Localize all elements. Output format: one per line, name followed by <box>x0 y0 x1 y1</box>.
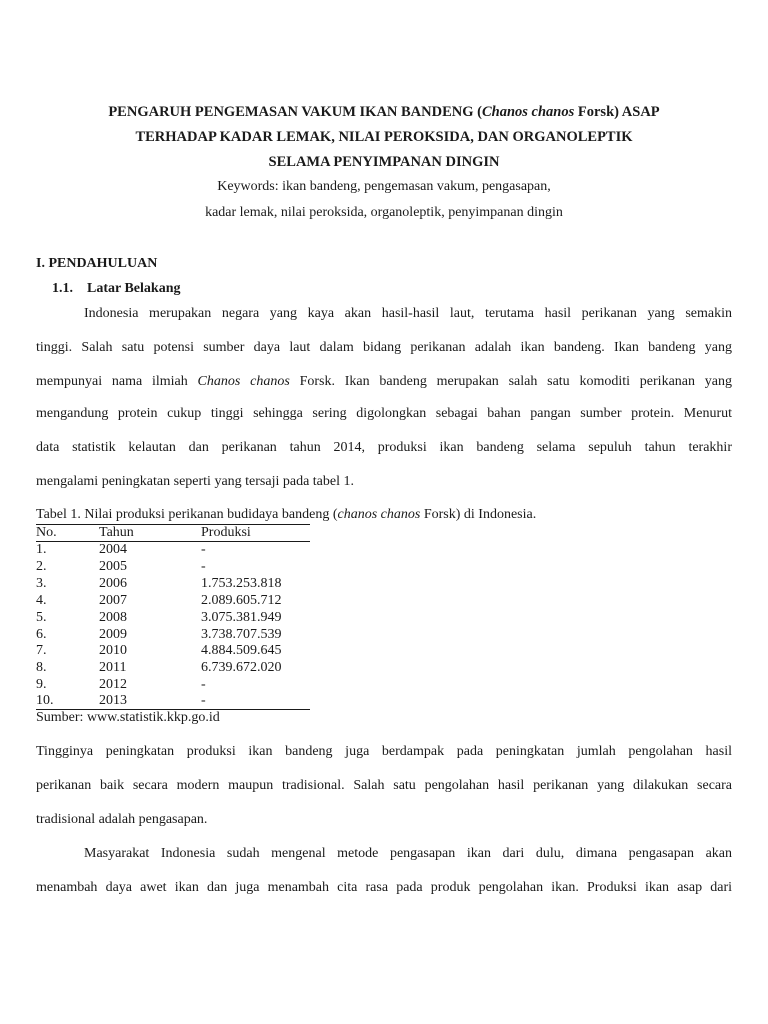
cell-year: 2005 <box>99 559 127 574</box>
cell-year: 2012 <box>99 677 127 692</box>
cell-year: 2011 <box>99 660 127 675</box>
cell-no: 9. <box>36 677 47 692</box>
cell-no: 6. <box>36 627 47 642</box>
paragraph-2-line: perikanan baik secara modern maupun tradisional. Salah satu pengolahan hasil perikanan yang dilakukan secara <box>36 778 732 793</box>
paragraph-1-line: mengandung protein cukup tinggi sehingga sering digolongkan sebagai bahan pangan sumber protein. Menurut <box>36 406 732 421</box>
paragraph-3-line: menambah daya awet ikan dan juga menambah cita rasa pada produk pengolahan ikan. Produksi ikan asap dari <box>36 880 732 895</box>
cell-no: 10. <box>36 693 54 708</box>
p1-scientific-name: Chanos chanos <box>197 374 290 389</box>
title-line1-pre: PENGARUH PENGEMASAN VAKUM IKAN BANDENG ( <box>108 104 482 120</box>
cell-year: 2006 <box>99 576 127 591</box>
subsection-heading: 1.1. Latar Belakang <box>52 281 181 296</box>
cell-production: - <box>201 677 206 692</box>
table-header-rule <box>36 541 310 542</box>
cell-production: 1.753.253.818 <box>201 576 282 591</box>
p1-l3-pre: mempunyai nama ilmiah <box>36 374 198 389</box>
cell-no: 2. <box>36 559 47 574</box>
cell-production: 2.089.605.712 <box>201 593 282 608</box>
cell-year: 2004 <box>99 542 127 557</box>
table-caption <box>36 507 536 523</box>
paragraph-2-line: tradisional adalah pengasapan. <box>36 812 208 827</box>
title-line1-post: Forsk) ASAP <box>574 104 660 120</box>
cell-production: 3.075.381.949 <box>201 610 282 625</box>
section-heading: I. PENDAHULUAN <box>36 256 158 271</box>
cell-year: 2007 <box>99 593 127 608</box>
cell-production: - <box>201 559 206 574</box>
keywords-line-1: Keywords: ikan bandeng, pengemasan vakum, pengasapan, <box>217 179 551 194</box>
cell-year: 2008 <box>99 610 127 625</box>
p1-l3-post: Forsk. Ikan bandeng merupakan salah satu komoditi perikanan yang <box>289 374 733 389</box>
header-year: Tahun <box>99 525 134 540</box>
caption-scientific-name: chanos chanos <box>337 507 421 522</box>
header-no: No. <box>36 525 57 540</box>
cell-no: 7. <box>36 643 47 658</box>
cell-production: 6.739.672.020 <box>201 660 282 675</box>
paragraph-1-line: data statistik kelautan dan perikanan tahun 2014, produksi ikan bandeng selama sepuluh tahun terakhir <box>36 440 732 455</box>
cell-no: 1. <box>36 542 47 557</box>
header-production: Produksi <box>201 525 251 540</box>
table-top-rule <box>36 524 310 525</box>
keywords-line-2: kadar lemak, nilai peroksida, organoleptik, penyimpanan dingin <box>205 205 563 220</box>
paragraph-2-line: Tingginya peningkatan produksi ikan bandeng juga berdampak pada peningkatan jumlah pengolahan hasil <box>36 744 732 759</box>
document-title-line-3: SELAMA PENYIMPANAN DINGIN <box>268 154 500 170</box>
cell-no: 3. <box>36 576 47 591</box>
caption-pre: Tabel 1. Nilai produksi perikanan budidaya bandeng ( <box>36 507 338 522</box>
paragraph-1-line: mengalami peningkatan seperti yang tersaji pada tabel 1. <box>36 474 354 489</box>
paragraph-1-line: Indonesia merupakan negara yang kaya akan hasil-hasil laut, terutama hasil perikanan yang semakin <box>84 306 732 321</box>
cell-year: 2010 <box>99 643 127 658</box>
cell-no: 5. <box>36 610 47 625</box>
cell-production: 4.884.509.645 <box>201 643 282 658</box>
cell-year: 2013 <box>99 693 127 708</box>
caption-post: Forsk) di Indonesia. <box>420 507 537 522</box>
cell-no: 4. <box>36 593 47 608</box>
title-scientific-name: Chanos chanos <box>481 104 575 120</box>
cell-production: - <box>201 542 206 557</box>
cell-no: 8. <box>36 660 47 675</box>
document-title-line-2: TERHADAP KADAR LEMAK, NILAI PEROKSIDA, DAN ORGANOLEPTIK <box>135 129 633 145</box>
cell-year: 2009 <box>99 627 127 642</box>
paragraph-3-line: Masyarakat Indonesia sudah mengenal metode pengasapan ikan dari dulu, dimana pengasapan akan <box>84 846 732 861</box>
table-source: Sumber: www.statistik.kkp.go.id <box>36 710 220 725</box>
paragraph-1-line: tinggi. Salah satu potensi sumber daya laut dalam bidang perikanan adalah ikan bandeng. Ikan bandeng yang <box>36 340 732 355</box>
cell-production: 3.738.707.539 <box>201 627 282 642</box>
paragraph-1-line <box>36 373 732 391</box>
cell-production: - <box>201 693 206 708</box>
document-title-line-1 <box>36 104 732 121</box>
